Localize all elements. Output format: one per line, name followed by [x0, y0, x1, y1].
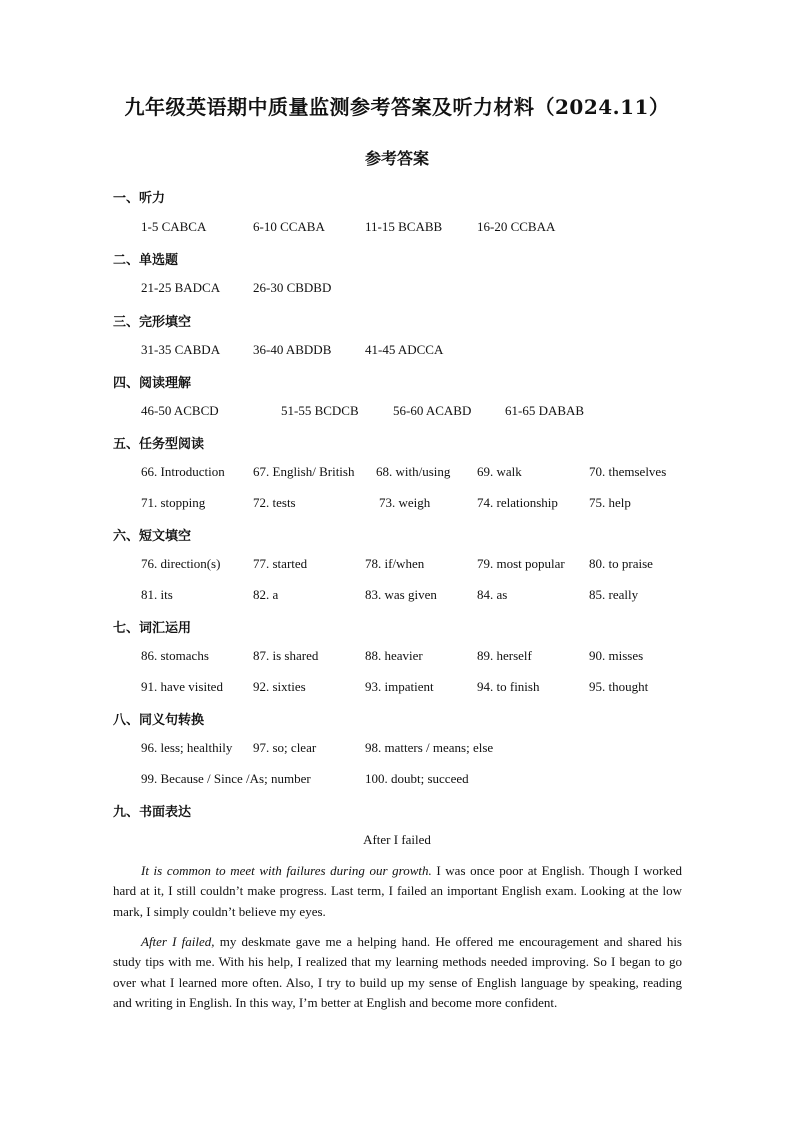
answer-cell: 90. misses	[589, 648, 644, 663]
answer-cell: 21-25 BADCA	[141, 280, 221, 295]
answer-cell: 11-15 BCABB	[365, 219, 443, 234]
section-heading-cloze: 三、完形填空	[113, 315, 192, 330]
answer-row	[0, 280, 794, 298]
page-subtitle: 参考答案	[364, 149, 429, 168]
page-title: 九年级英语期中质量监测参考答案及听力材料（2024.11）	[124, 95, 670, 119]
answer-cell: 66. Introduction	[141, 464, 225, 479]
section-heading-vocabulary: 七、词汇运用	[113, 621, 192, 636]
answer-cell: 71. stopping	[141, 495, 206, 510]
answer-cell: 46-50 ACBCD	[141, 403, 219, 418]
essay-paragraph	[113, 861, 682, 922]
answer-cell: 72. tests	[253, 495, 296, 510]
answer-row	[0, 403, 794, 421]
answer-cell: 96. less; healthily	[141, 740, 233, 755]
answer-cell: 68. with/using	[376, 464, 451, 479]
answer-row	[0, 648, 794, 666]
answer-row	[0, 495, 794, 513]
answer-row	[0, 771, 794, 789]
answer-cell: 88. heavier	[365, 648, 423, 663]
essay-title: After I failed	[363, 832, 431, 847]
answer-cell: 16-20 CCBAA	[477, 219, 556, 234]
answer-cell: 85. really	[589, 587, 639, 602]
answer-cell: 99. Because / Since /As; number	[141, 771, 311, 786]
answer-cell: 86. stomachs	[141, 648, 209, 663]
essay-opening-phrase: After I failed,	[141, 934, 215, 949]
answer-row	[0, 587, 794, 605]
answer-cell: 73. weigh	[379, 495, 431, 510]
section-heading-single-choice: 二、单选题	[113, 253, 179, 268]
answer-cell: 74. relationship	[477, 495, 558, 510]
answer-cell: 67. English/ British	[253, 464, 355, 479]
answer-cell: 92. sixties	[253, 679, 306, 694]
section-heading-gap-fill: 六、短文填空	[113, 529, 192, 544]
answer-cell: 98. matters / means; else	[365, 740, 494, 755]
answer-cell: 100. doubt; succeed	[365, 771, 469, 786]
essay-paragraph	[113, 932, 682, 1013]
answer-cell: 84. as	[477, 587, 508, 602]
answer-cell: 79. most popular	[477, 556, 565, 571]
answer-cell: 82. a	[253, 587, 279, 602]
answer-cell: 93. impatient	[365, 679, 434, 694]
answer-cell: 41-45 ADCCA	[365, 342, 444, 357]
answer-row	[0, 679, 794, 697]
answer-row	[0, 556, 794, 574]
answer-row	[0, 464, 794, 482]
answer-cell: 97. so; clear	[253, 740, 317, 755]
section-heading-listening: 一、听力	[113, 191, 166, 206]
answer-cell: 91. have visited	[141, 679, 223, 694]
essay-paragraph-text: my deskmate gave me a helping hand. He offered me encouragement and shared his study tips with me. With his help, I realized that my learning methods needed improving. So I began to go over what I learned more often. Also, I try to build up my sense of English language by speaking, reading and writing in English. In this way, I’m better at English and become more confident.	[113, 934, 682, 1010]
answer-cell: 76. direction(s)	[141, 556, 221, 571]
answer-cell: 6-10 CCABA	[253, 219, 325, 234]
answer-cell: 80. to praise	[589, 556, 653, 571]
answer-cell: 31-35 CABDA	[141, 342, 221, 357]
answer-cell: 81. its	[141, 587, 173, 602]
answer-cell: 78. if/when	[365, 556, 425, 571]
answer-cell: 70. themselves	[589, 464, 667, 479]
answer-cell: 95. thought	[589, 679, 649, 694]
answer-cell: 69. walk	[477, 464, 522, 479]
answer-cell: 75. help	[589, 495, 631, 510]
answer-cell: 1-5 CABCA	[141, 219, 207, 234]
section-heading-reading: 四、阅读理解	[113, 376, 192, 391]
answer-cell: 94. to finish	[477, 679, 540, 694]
answer-cell: 83. was given	[365, 587, 437, 602]
essay-paragraph-text: I was once poor at English. Though I worked hard at it, I still couldn’t make progress. Last term, I failed an important English exam. Looking at the low mark, I simply couldn’t believe my eyes.	[113, 863, 682, 919]
answer-cell: 89. herself	[477, 648, 532, 663]
answer-cell: 26-30 CBDBD	[253, 280, 332, 295]
section-heading-sentence-transform: 八、同义句转换	[113, 713, 205, 728]
answer-row	[0, 342, 794, 360]
answer-cell: 51-55 BCDCB	[281, 403, 359, 418]
answer-cell: 36-40 ABDDB	[253, 342, 332, 357]
answer-cell: 87. is shared	[253, 648, 319, 663]
answer-row	[0, 740, 794, 758]
section-heading-writing: 九、书面表达	[113, 805, 192, 820]
section-heading-task-reading: 五、任务型阅读	[113, 437, 205, 452]
answer-cell: 61-65 DABAB	[505, 403, 585, 418]
essay-opening-sentence: It is common to meet with failures during our growth.	[141, 863, 432, 878]
answer-row	[0, 219, 794, 237]
answer-cell: 77. started	[253, 556, 308, 571]
answer-cell: 56-60 ACABD	[393, 403, 472, 418]
